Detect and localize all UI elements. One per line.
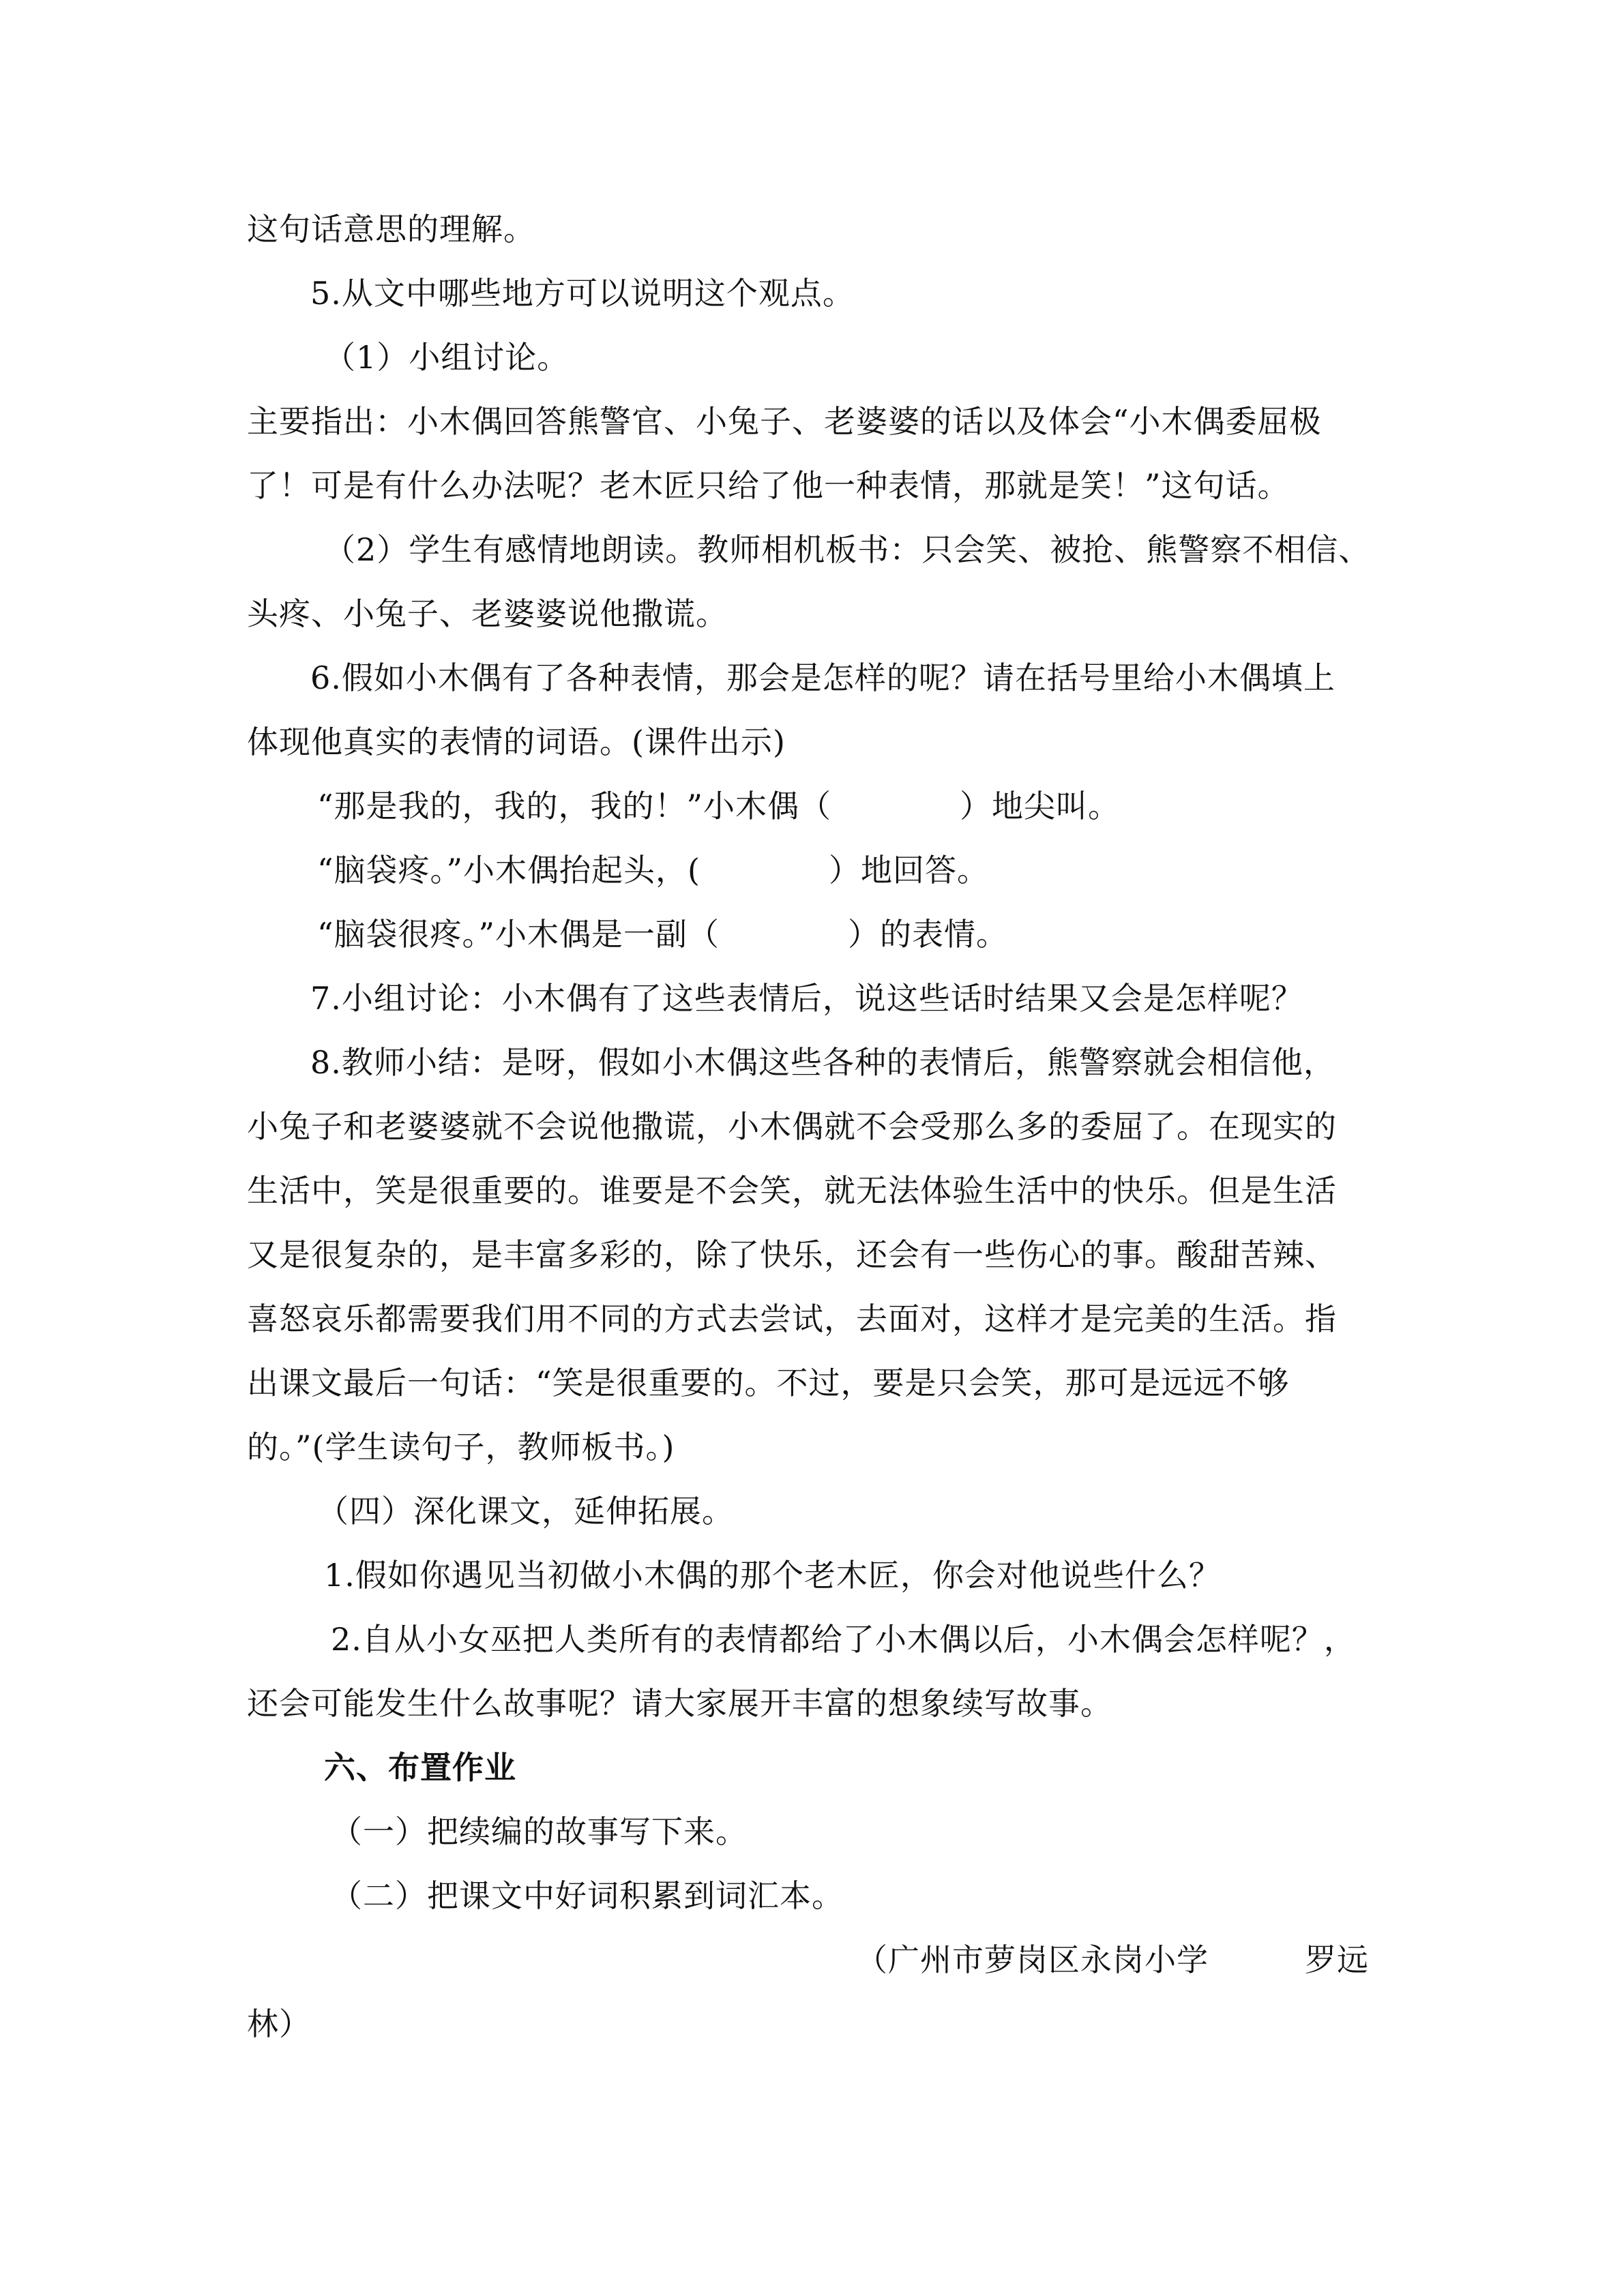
text-line-10: “那是我的，我的，我的！”小木偶（ ）地尖叫。 [317,788,1121,824]
text-line-4: 主要指出：小木偶回答熊警官、小兔子、老婆婆的话以及体会“小木偶委屈极 [247,403,1322,440]
section-heading-homework: 六、布置作业 [324,1749,516,1786]
text-line-13: 7.小组讨论：小木偶有了这些表情后，说这些话时结果又会是怎样呢？ [310,980,1303,1017]
text-line-20: 的。”(学生读句子，教师板书。) [247,1429,675,1465]
text-line-1: 这句话意思的理解。 [247,211,535,248]
text-line-3: （1）小组讨论。 [324,339,570,376]
text-line-8: 6.假如小木偶有了各种表情，那会是怎样的呢？请在括号里给小木偶填上 [310,659,1335,696]
author-attribution-end: 林） [247,2006,311,2042]
text-line-18: 喜怒哀乐都需要我们用不同的方式去尝试，去面对，这样才是完美的生活。指 [247,1300,1337,1337]
text-line-12: “脑袋很疼。”小木偶是一副（ ）的表情。 [317,916,1009,953]
text-line-27: （二）把课文中好词积累到词汇本。 [331,1877,844,1914]
text-line-9: 体现他真实的表情的词语。(课件出示) [247,724,786,760]
text-line-14: 8.教师小结：是呀，假如小木偶这些各种的表情后，熊警察就会相信他， [310,1044,1335,1081]
text-line-15: 小兔子和老婆婆就不会说他撒谎，小木偶就不会受那么多的委屈了。在现实的 [247,1108,1337,1145]
text-line-17: 又是很复杂的，是丰富多彩的，除了快乐，还会有一些伤心的事。酸甜苦辣、 [247,1236,1337,1273]
text-line-21: （四）深化课文，延伸拓展。 [317,1493,734,1530]
text-line-16: 生活中，笑是很重要的。谁要是不会笑，就无法体验生活中的快乐。但是生活 [247,1172,1337,1209]
author-attribution-line: （广州市萝岗区永岗小学 罗远 [856,1941,1369,1978]
text-line-23: 2.自从小女巫把人类所有的表情都给了小木偶以后，小木偶会怎样呢？， [331,1621,1356,1658]
text-line-6: （2）学生有感情地朗读。教师相机板书：只会笑、被抢、熊警察不相信、 [324,531,1371,568]
text-line-24: 还会可能发生什么故事呢？请大家展开丰富的想象续写故事。 [247,1685,1112,1722]
text-line-5: 了！可是有什么办法呢？老木匠只给了他一种表情，那就是笑！”这句话。 [247,467,1290,504]
text-line-7: 头疼、小兔子、老婆婆说他撒谎。 [247,595,728,632]
text-line-22: 1.假如你遇见当初做小木偶的那个老木匠，你会对他说些什么？ [324,1557,1221,1594]
text-line-19: 出课文最后一句话：“笑是很重要的。不过，要是只会笑，那可是远远不够 [247,1365,1290,1401]
text-line-26: （一）把续编的故事写下来。 [331,1813,748,1850]
text-line-2: 5.从文中哪些地方可以说明这个观点。 [310,275,855,312]
text-line-11: “脑袋疼。”小木偶抬起头，( ）地回答。 [317,852,989,889]
